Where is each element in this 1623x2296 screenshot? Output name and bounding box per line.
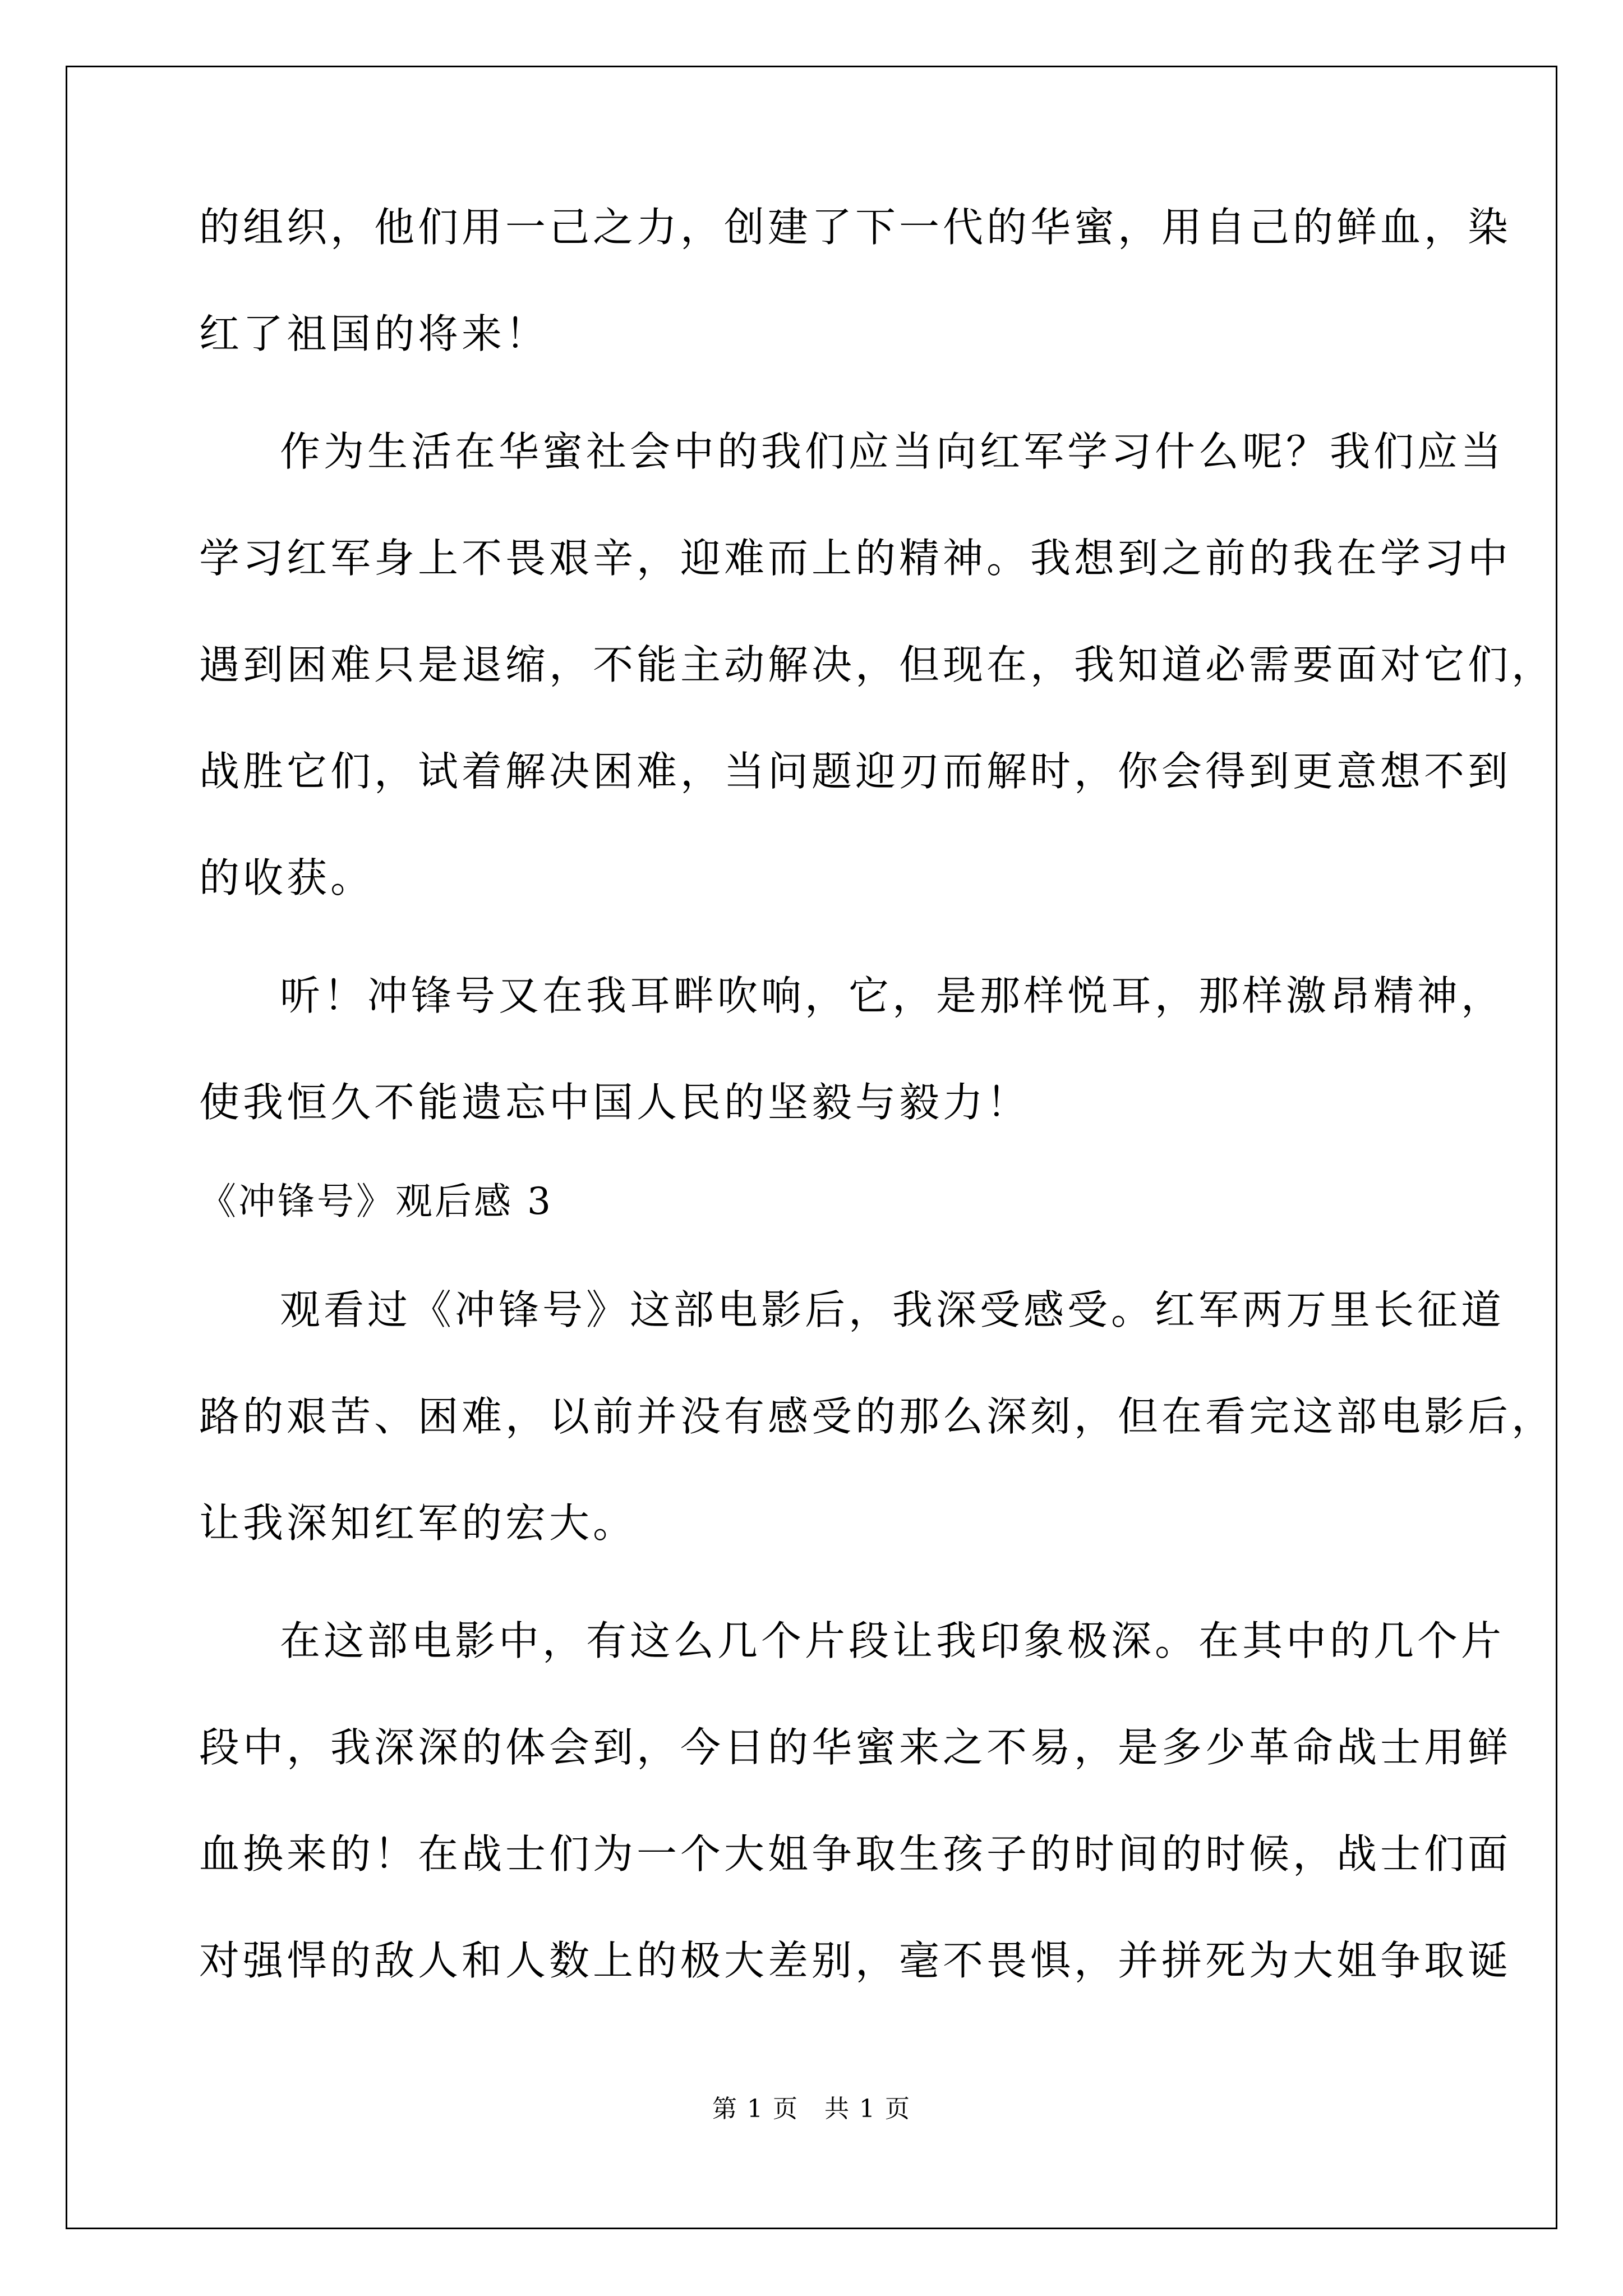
- text-line: 让我深知红军的宏大。: [199, 1499, 637, 1547]
- text-line: 红了祖国的将来！: [199, 310, 550, 357]
- page-footer: 第 1 页 共 1 页: [712, 2095, 911, 2123]
- text-line: 学习红军身上不畏艰辛，迎难而上的精神。我想到之前的我在学习中: [199, 535, 1512, 582]
- text-line: 血换来的！在战士们为一个大姐争取生孩子的时间的时候，战士们面: [199, 1830, 1512, 1878]
- text-line: 战胜它们，试着解决困难，当问题迎刃而解时，你会得到更意想不到: [199, 748, 1512, 795]
- text-line: 的收获。: [199, 854, 375, 901]
- paragraph-first-line: 作为生活在华蜜社会中的我们应当向红军学习什么呢？我们应当: [280, 428, 1505, 475]
- paragraph-first-line: 观看过《冲锋号》这部电影后，我深受感受。红军两万里长征道: [280, 1286, 1505, 1333]
- text-line: 遇到困难只是退缩，不能主动解决，但现在，我知道必需要面对它们，: [199, 641, 1556, 688]
- paragraph-first-line: 在这部电影中，有这么几个片段让我印象极深。在其中的几个片: [280, 1617, 1505, 1664]
- paragraph-first-line: 听！冲锋号又在我耳畔吹响，它，是那样悦耳，那样激昂精神，: [280, 972, 1505, 1019]
- page-border: [66, 66, 1557, 2229]
- text-line: 使我恒久不能遗忘中国人民的坚毅与毅力！: [199, 1079, 1031, 1126]
- text-line: 对强悍的敌人和人数上的极大差别，毫不畏惧，并拼死为大姐争取诞: [199, 1937, 1512, 1984]
- text-line: 路的艰苦、困难，以前并没有感受的那么深刻，但在看完这部电影后，: [199, 1393, 1556, 1440]
- section-heading: 《冲锋号》观后感 3: [199, 1180, 553, 1223]
- text-line: 的组织，他们用一己之力，创建了下一代的华蜜，用自己的鲜血，染: [199, 204, 1512, 251]
- text-line: 段中，我深深的体会到，今日的华蜜来之不易，是多少革命战士用鲜: [199, 1724, 1512, 1771]
